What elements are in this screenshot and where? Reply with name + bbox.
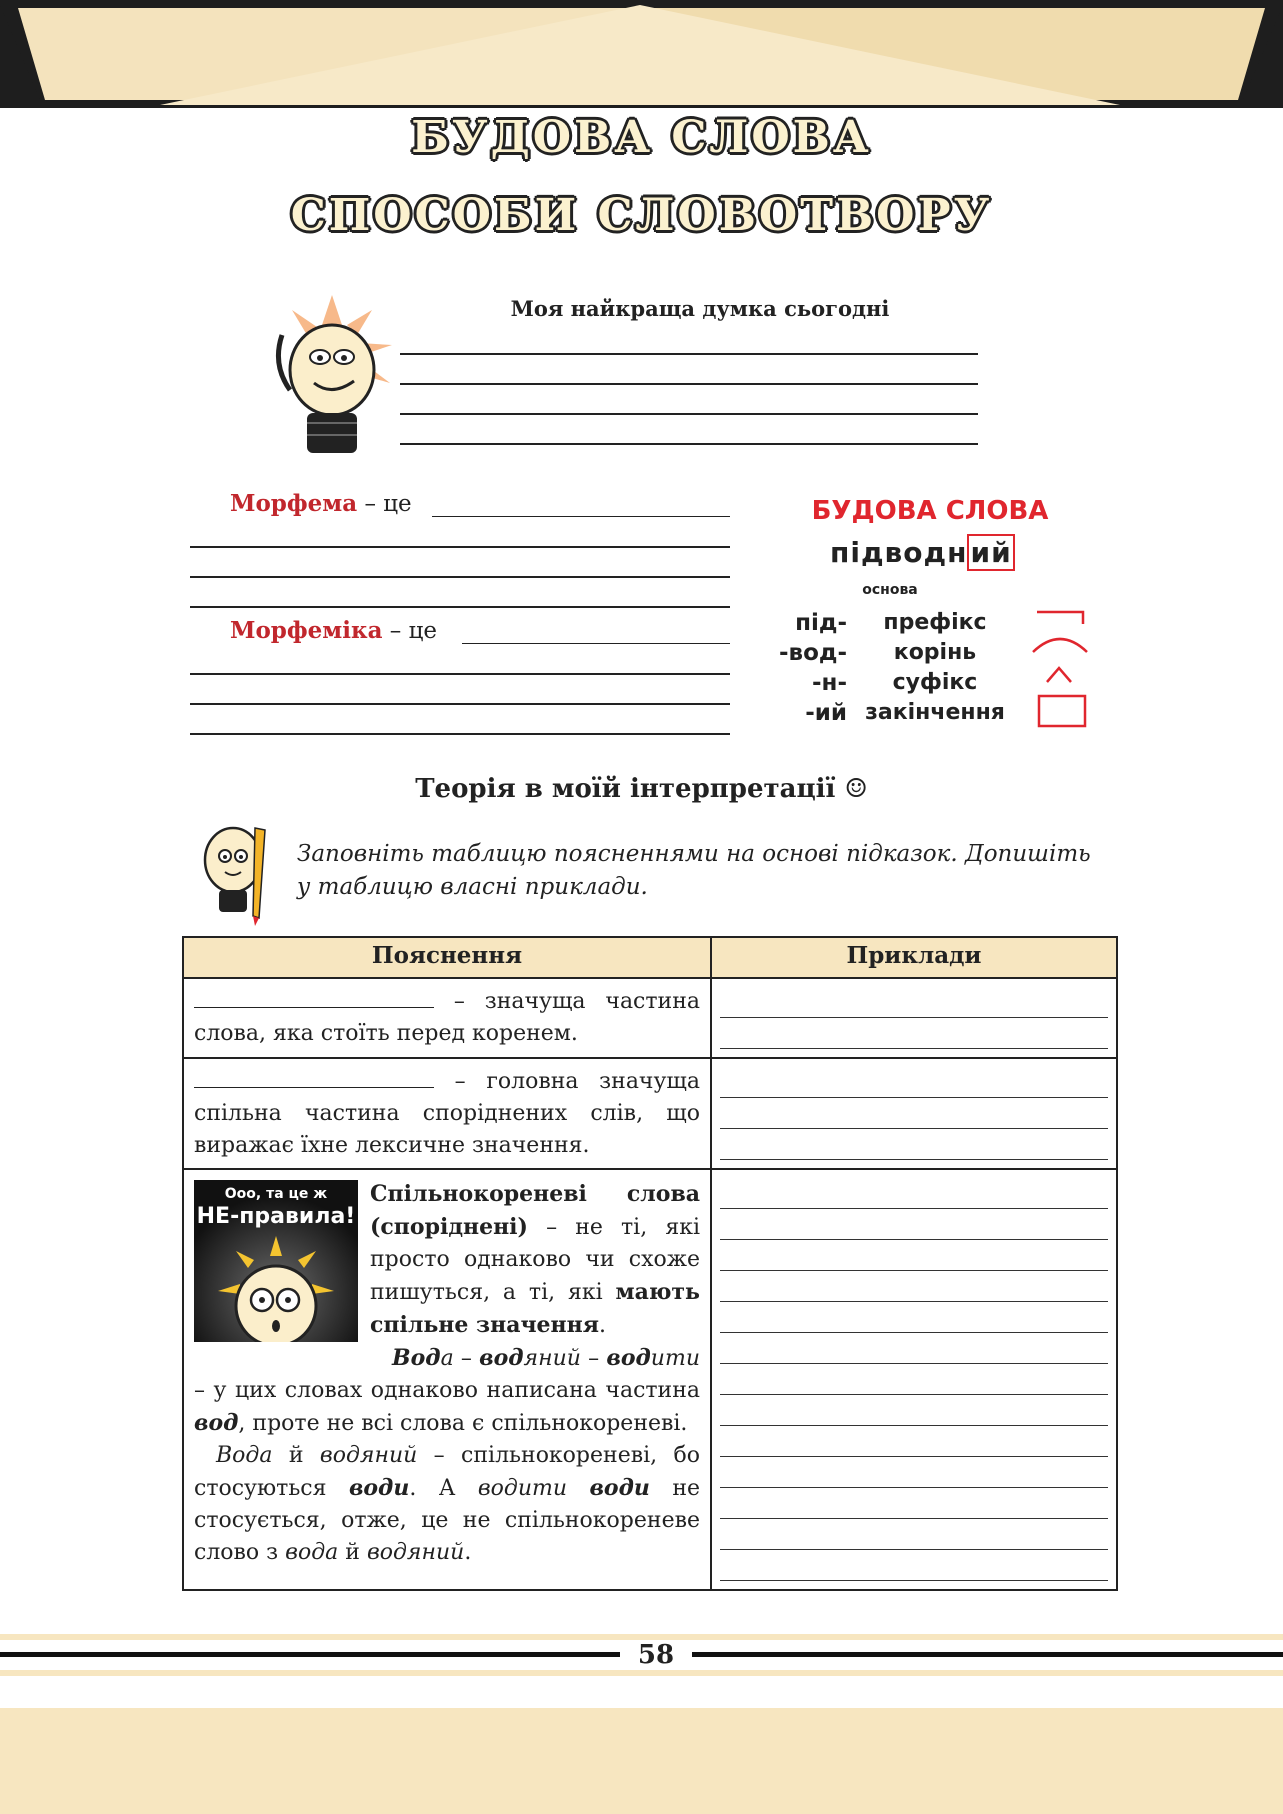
surprised-lightbulb-icon xyxy=(216,1236,336,1342)
table-row xyxy=(183,1058,1117,1169)
name-ending: закінчення xyxy=(865,700,1005,725)
prefix-answer-blank[interactable] xyxy=(194,985,434,1008)
morpheme-answer-line[interactable] xyxy=(432,492,730,517)
name-root: корінь xyxy=(893,640,977,665)
footer-stripe-bottom xyxy=(0,1670,1283,1676)
prefix-explanation: – значуща частина слова, яка стоїть перед коренем. xyxy=(194,985,700,1050)
root-examples-lines[interactable] xyxy=(720,1067,1108,1160)
table-row xyxy=(183,978,1117,1058)
cognates-example-1: Вода – водяний – водити – у цих словах однаково написана частина вод, проте не всі слова є спільнокореневі. xyxy=(194,1345,700,1436)
suffix-symbol-icon xyxy=(1047,668,1071,682)
page-number: 58 xyxy=(637,1640,675,1670)
page-header-decoration xyxy=(0,0,1283,108)
morph-suffix: -н- xyxy=(812,670,847,696)
root-symbol-icon xyxy=(1033,639,1087,652)
word-structure-box xyxy=(755,492,1105,742)
prefix-symbol-icon xyxy=(1037,612,1083,624)
morph-root: -вод- xyxy=(778,640,847,666)
example-word-stem: підводн xyxy=(830,536,968,569)
morpheme-term: Морфема xyxy=(230,490,358,517)
section-heading: Теорія в моїй інтерпретації ☺ xyxy=(415,774,868,804)
not-rules-badge xyxy=(194,1180,358,1342)
best-thought-write-lines[interactable] xyxy=(400,325,978,447)
morpheme-symbols xyxy=(1025,602,1105,737)
lightbulb-character-icon xyxy=(262,295,397,460)
prefix-examples-lines[interactable] xyxy=(720,987,1108,1049)
badge-top-text: Ооо, та це ж xyxy=(224,1186,328,1202)
page-title-line2: СПОСОБИ СЛОВОТВОРУ xyxy=(290,190,993,241)
root-answer-blank[interactable] xyxy=(194,1065,434,1088)
morphemics-definition-prompt: Морфеміка – це xyxy=(230,617,438,644)
interpretation-table xyxy=(182,936,1118,1591)
morph-ending: -ий xyxy=(805,700,847,726)
name-suffix: суфікс xyxy=(892,670,978,695)
example-word-ending: ий xyxy=(967,534,1014,571)
name-prefix: префікс xyxy=(883,610,987,635)
example-word xyxy=(830,536,1015,569)
task-instruction: Заповніть таблицю поясненнями на основі підказок. Допишіть у таблицю власні приклади. xyxy=(297,841,1091,900)
footer-rule-right xyxy=(692,1652,1283,1657)
root-explanation: – головна значуща спільна частина споріднених слів, що виражає їхне лексичне значення. xyxy=(194,1065,700,1162)
header-explanation: Пояснення xyxy=(183,937,711,978)
morph-column xyxy=(765,608,847,728)
header-examples: Приклади xyxy=(711,937,1117,978)
morph-names xyxy=(855,608,1015,728)
morphemics-term: Морфеміка xyxy=(230,617,383,644)
cognates-examples-lines[interactable] xyxy=(720,1178,1108,1581)
morpheme-answer-lines[interactable] xyxy=(190,518,730,610)
footer-rule-left xyxy=(0,1652,620,1657)
footer-band xyxy=(0,1708,1283,1814)
stem-label: основа xyxy=(862,582,918,598)
cognates-example-2: Вода й водяний – спільнокореневі, бо стосуються води. А водити води не стосується, отже, це не спільнокореневе слово з вода й водяний. xyxy=(194,1443,701,1565)
table-row xyxy=(183,1169,1117,1590)
morphemics-answer-line[interactable] xyxy=(462,619,730,644)
morpheme-definition-prompt: Морфема – це xyxy=(230,490,412,517)
cognates-explanation: Спільнокореневі слова (споріднені) – не ті, які просто однаково чи схоже пишуться, а ті, які мають спільне значення. xyxy=(370,1181,700,1338)
morph-prefix: під- xyxy=(795,610,847,636)
lightbulb-with-pencil-icon xyxy=(195,818,275,928)
page-title-line1: БУДОВА СЛОВА xyxy=(411,112,872,163)
morphemics-answer-lines[interactable] xyxy=(190,645,730,737)
word-structure-title: БУДОВА СЛОВА xyxy=(811,496,1049,526)
best-thought-label: Моя найкраща думка сьогодні xyxy=(510,296,890,321)
ending-symbol-icon xyxy=(1039,696,1085,726)
badge-main-text: НЕ-правила! xyxy=(196,1204,356,1229)
